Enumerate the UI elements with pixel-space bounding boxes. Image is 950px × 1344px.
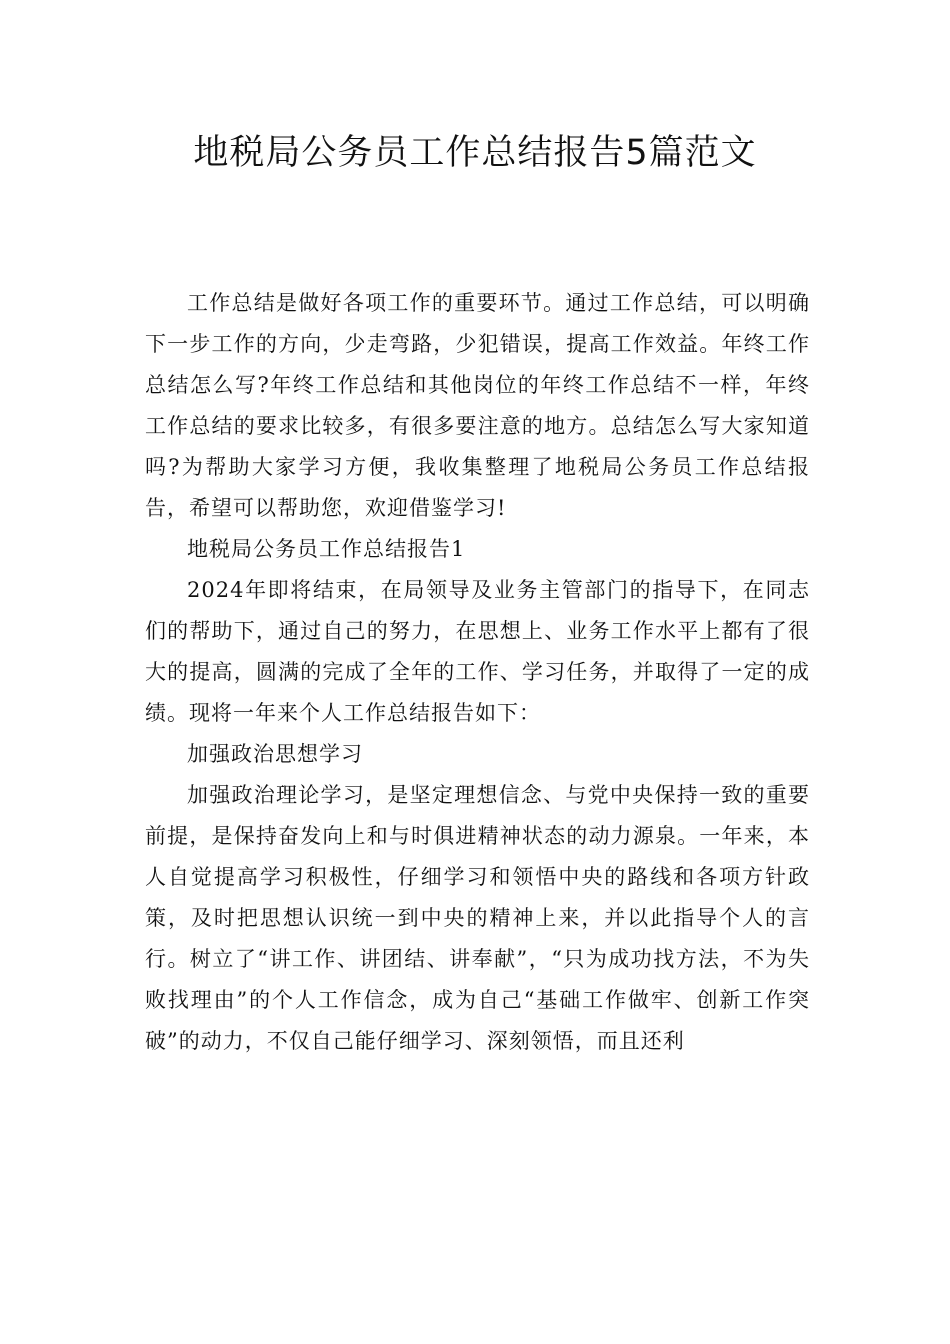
subheading-political-study: 加强政治思想学习 (187, 742, 363, 766)
political-study-paragraph: 加强政治理论学习，是坚定理想信念、与党中央保持一致的重要前提，是保持奋发向上和与时俱进精神状态的动力源泉。一年来，本人自觉提高学习积极性，仔细学习和领悟中央的路线和各项方针政策，及时把思想认识统一到中央的精神上来，并以此指导个人的言行。树立了“讲工作、讲团结、讲奉献”，“只为成功找方法，不为失败找理由”的个人工作信念，成为自己“基础工作做牢、创新工作突破”的动力，不仅自己能仔细学习、深刻领悟，而且还利 (145, 783, 810, 1053)
section-heading-report-1: 地税局公务员工作总结报告1 (187, 537, 466, 561)
report-intro-paragraph: 2024年即将结束，在局领导及业务主管部门的指导下，在同志们的帮助下，通过自己的努力，在思想上、业务工作水平上都有了很大的提高，圆满的完成了全年的工作、学习任务，并取得了一定的成绩。现将一年来个人工作总结报告如下： (145, 578, 810, 725)
document-title: 地税局公务员工作总结报告5篇范文 (193, 133, 757, 173)
document-body (145, 283, 810, 1062)
intro-paragraph: 工作总结是做好各项工作的重要环节。通过工作总结，可以明确下一步工作的方向，少走弯路，少犯错误，提高工作效益。年终工作总结怎么写?年终工作总结和其他岗位的年终工作总结不一样，年终工作总结的要求比较多，有很多要注意的地方。总结怎么写大家知道吗?为帮助大家学习方便，我收集整理了地税局公务员工作总结报告，希望可以帮助您，欢迎借鉴学习! (145, 291, 810, 520)
